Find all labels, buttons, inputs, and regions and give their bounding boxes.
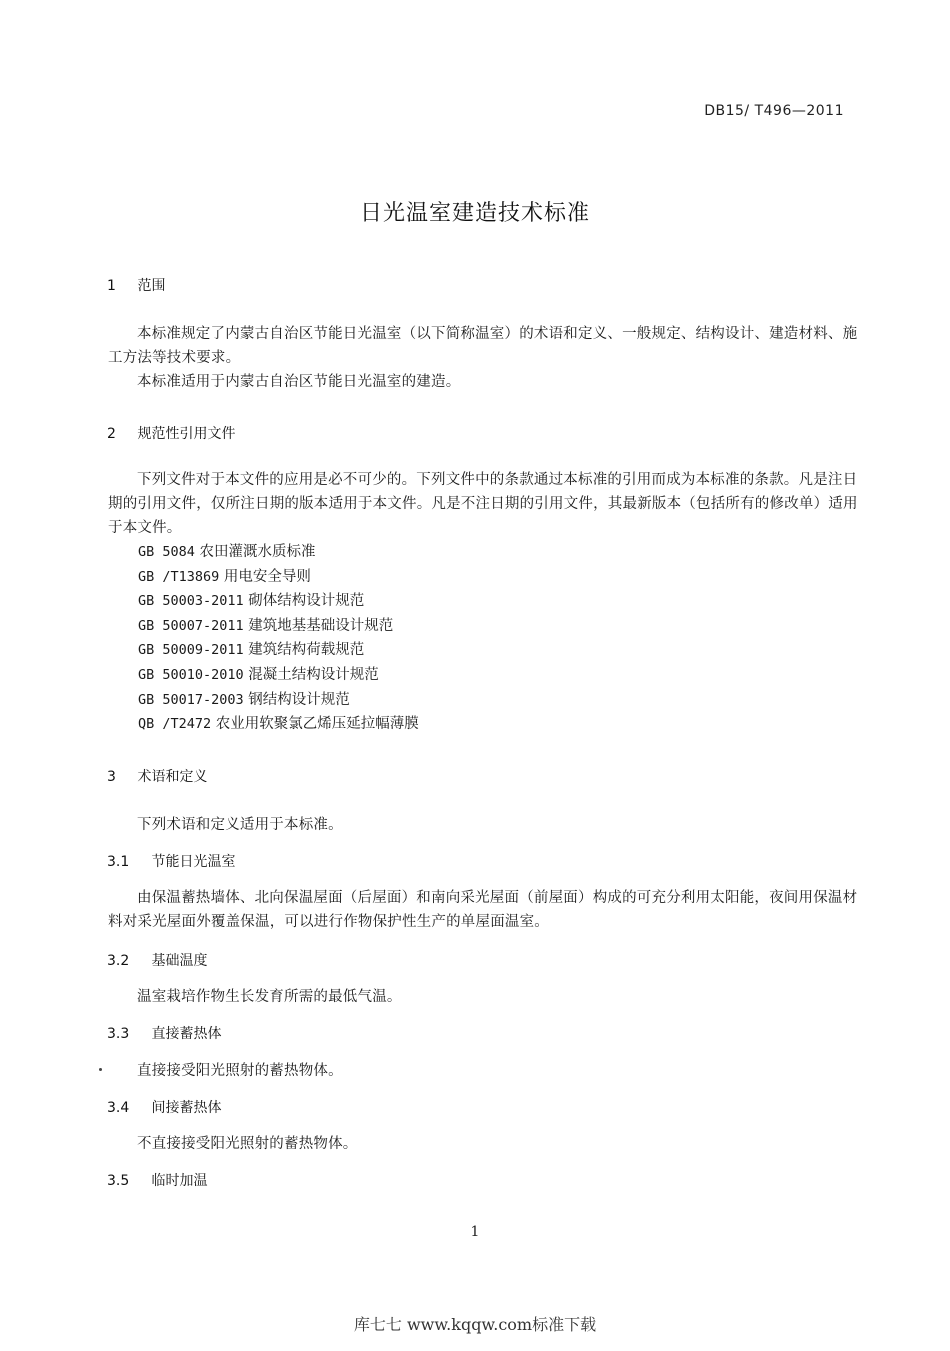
list-item: QB /T2472 农业用软聚氯乙烯压延拉幅薄膜 (138, 716, 419, 733)
term-number: 3.3 (107, 1026, 130, 1042)
term-number: 3.1 (107, 854, 130, 870)
term-title: 直接蓄热体 (151, 1026, 222, 1042)
section-1-paragraph-2: 本标准适用于内蒙古自治区节能日光温室的建造。 (137, 374, 461, 390)
term-title: 节能日光温室 (151, 854, 236, 870)
section-1-paragraph-1: 本标准规定了内蒙古自治区节能日光温室（以下简称温室）的术语和定义、一般规定、结构设计、建造材料、施工方法等技术要求。 (108, 326, 858, 366)
download-footer: 库七七 www.kqqw.com标准下载 (353, 1315, 597, 1334)
page-number: 1 (470, 1224, 480, 1240)
term-number: 3.5 (107, 1173, 130, 1189)
reference-list (138, 540, 419, 737)
term-3-3-definition: 直接接受阳光照射的蓄热物体。 (137, 1063, 343, 1079)
term-number: 3.2 (107, 953, 130, 969)
list-item: GB 50009-2011 建筑结构荷载规范 (138, 642, 365, 659)
section-1-heading (107, 275, 165, 295)
term-3-1-heading (107, 851, 235, 871)
section-number: 2 (107, 426, 116, 442)
section-title: 范围 (137, 278, 166, 294)
section-number: 3 (107, 769, 116, 785)
section-3-heading (107, 766, 207, 786)
list-item: GB 50003-2011 砌体结构设计规范 (138, 593, 365, 610)
term-3-2-heading (107, 950, 207, 970)
list-item: GB 50007-2011 建筑地基基础设计规范 (138, 617, 394, 634)
section-3-paragraph-1: 下列术语和定义适用于本标准。 (137, 817, 343, 833)
term-title: 基础温度 (151, 953, 208, 969)
term-3-4-definition: 不直接接受阳光照射的蓄热物体。 (137, 1136, 358, 1152)
document-code: DB15/ T496—2011 (704, 103, 844, 119)
term-3-3-heading (107, 1023, 221, 1043)
term-3-4-heading (107, 1097, 221, 1117)
list-item: GB /T13869 用电安全导则 (138, 568, 311, 585)
section-title: 规范性引用文件 (137, 426, 236, 442)
list-item: GB 50010-2010 混凝土结构设计规范 (138, 666, 379, 683)
page-title: 日光温室建造技术标准 (359, 201, 590, 226)
section-2-paragraph-1: 下列文件对于本文件的应用是必不可少的。下列文件中的条款通过本标准的引用而成为本标准的条款。凡是注日期的引用文件，仅所注日期的版本适用于本文件。凡是不注日期的引用文件，其最新版本（包括所有的修改单）适用于本文件。 (108, 472, 858, 536)
term-3-1-definition: 由保温蓄热墙体、北向保温屋面（后屋面）和南向采光屋面（前屋面）构成的可充分利用太阳能，夜间用保温材料对采光屋面外覆盖保温，可以进行作物保护性生产的单屋面温室。 (108, 890, 858, 930)
term-number: 3.4 (107, 1100, 130, 1116)
list-item: GB 5084 农田灌溉水质标准 (138, 544, 316, 560)
section-2-heading (107, 423, 235, 443)
term-title: 间接蓄热体 (151, 1100, 222, 1116)
list-item: GB 50017-2003 钢结构设计规范 (138, 691, 350, 708)
term-3-5-heading (107, 1170, 207, 1190)
section-number: 1 (107, 278, 116, 294)
term-3-2-definition: 温室栽培作物生长发育所需的最低气温。 (137, 989, 402, 1005)
term-title: 临时加温 (151, 1173, 208, 1189)
section-title: 术语和定义 (137, 769, 208, 785)
stray-dot (99, 1068, 102, 1071)
